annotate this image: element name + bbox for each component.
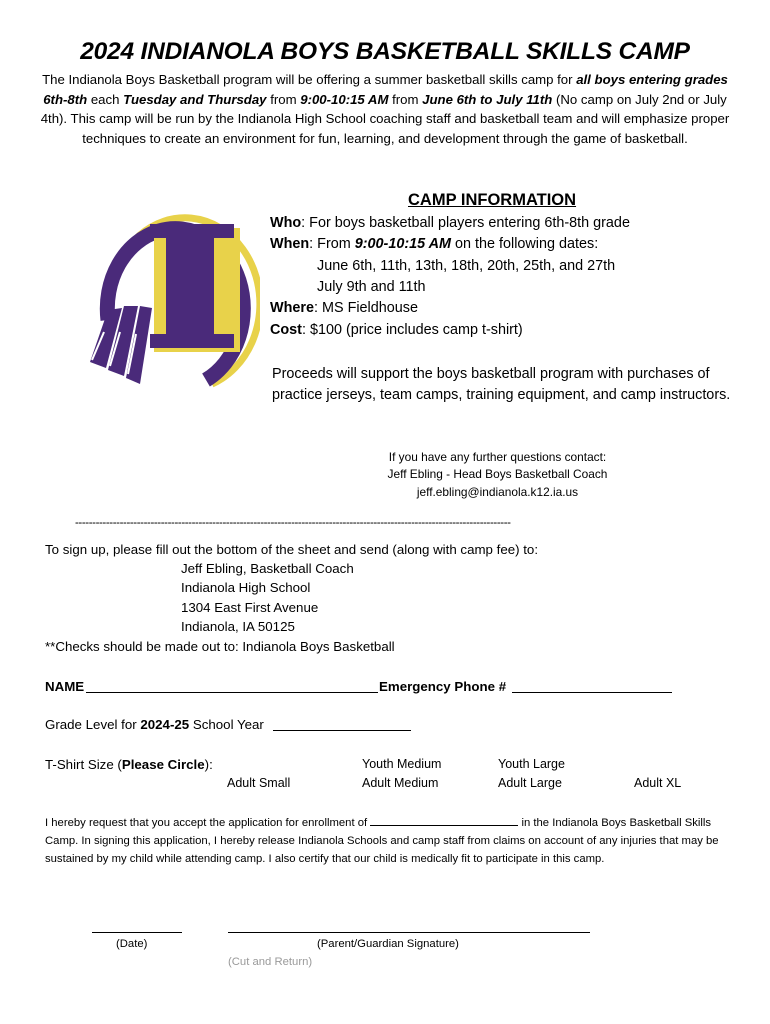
phone-label: Emergency Phone # [379,679,507,694]
logo-letter-stem [166,224,214,348]
who-line: Who: For boys basketball players entering 6th-8th grade [270,215,630,231]
dates-july: July 9th and 11th [317,279,426,295]
contact-name: Jeff Ebling - Head Boys Basketball Coach [387,467,608,482]
date-label: (Date) [116,938,148,950]
size-adult-large[interactable]: Adult Large [498,776,562,790]
shirt-label: T-Shirt Size (Please Circle): [45,757,213,772]
intro-grades: all boys entering grades 6th-8th [43,72,728,107]
address-line-2: Indianola High School [181,580,311,595]
size-adult-small[interactable]: Adult Small [227,776,291,790]
dates-june: June 6th, 11th, 13th, 18th, 20th, 25th, and 27th [317,258,616,274]
size-youth-large[interactable]: Youth Large [498,757,565,771]
page-title: 2024 INDIANOLA BOYS BASKETBALL SKILLS CAMP [80,38,690,65]
cut-and-return-note: (Cut and Return) [228,956,313,968]
signature-field[interactable] [228,920,590,933]
cost-line: Cost: $100 (price includes camp t-shirt) [270,322,523,338]
size-adult-medium[interactable]: Adult Medium [362,776,439,790]
indianola-logo [78,200,260,388]
address-line-3: 1304 East First Avenue [181,600,319,615]
intro-paragraph: The Indianola Boys Basketball program will be offering a summer basketball skills camp for all boys entering grades 6th-8th each Tuesday and Thursday from 9:00-10:15 AM from June 6th to July 11th (No camp on July 2nd or July 4th). This camp will be run by the Indianola High School coaching staff and basketball team and will emphasize proper techniques to create an environment for fun, learning, and development through the game of basketball. [40,72,730,146]
logo-letter-bottom [150,334,234,348]
date-field[interactable] [92,920,182,933]
signup-instructions: To sign up, please fill out the bottom of the sheet and send (along with camp fee) to: [45,542,539,557]
size-youth-medium[interactable]: Youth Medium [362,757,442,771]
intro-time: 9:00-10:15 AM [300,91,389,107]
signature-label: (Parent/Guardian Signature) [317,938,459,950]
when-line: When: From 9:00-10:15 AM on the following dates: [270,236,599,252]
intro-dates: June 6th to July 11th [422,91,553,107]
address-line-4: Indianola, IA 50125 [181,619,295,634]
camp-info-heading: CAMP INFORMATION [408,191,577,209]
name-field[interactable] [86,680,378,693]
intro-days: Tuesday and Thursday [123,91,267,107]
cut-line: ------------------------------------------------------------------------------------------------------------------------------- [75,517,511,529]
release-paragraph: I hereby request that you accept the application for enrollment of in the Indianola Boys Basketball Skills Camp. In signing this application, I hereby release Indianola Schools and camp staff from claims on account of any injuries that may be sustained by my child while attending camp. I also certify that our child is medically fit to participate in this camp. [45,814,730,868]
child-name-field[interactable] [370,814,518,826]
grade-label: Grade Level for 2024-25 School Year [45,717,264,732]
where-line: Where: MS Fieldhouse [270,300,418,316]
proceeds-paragraph: Proceeds will support the boys basketball program with purchases of practice jerseys, team camps, training equipment, and camp instructors. [272,366,731,404]
contact-email[interactable]: jeff.ebling@indianola.k12.ia.us [416,484,579,499]
contact-block [340,449,655,501]
name-label: NAME [45,679,85,694]
address-line-1: Jeff Ebling, Basketball Coach [181,561,354,576]
phone-field[interactable] [512,680,672,693]
size-adult-xl[interactable]: Adult XL [634,776,682,790]
checks-note: **Checks should be made out to: Indianola Boys Basketball [45,639,395,654]
grade-field[interactable] [273,718,411,731]
contact-intro: If you have any further questions contact: [388,450,607,464]
